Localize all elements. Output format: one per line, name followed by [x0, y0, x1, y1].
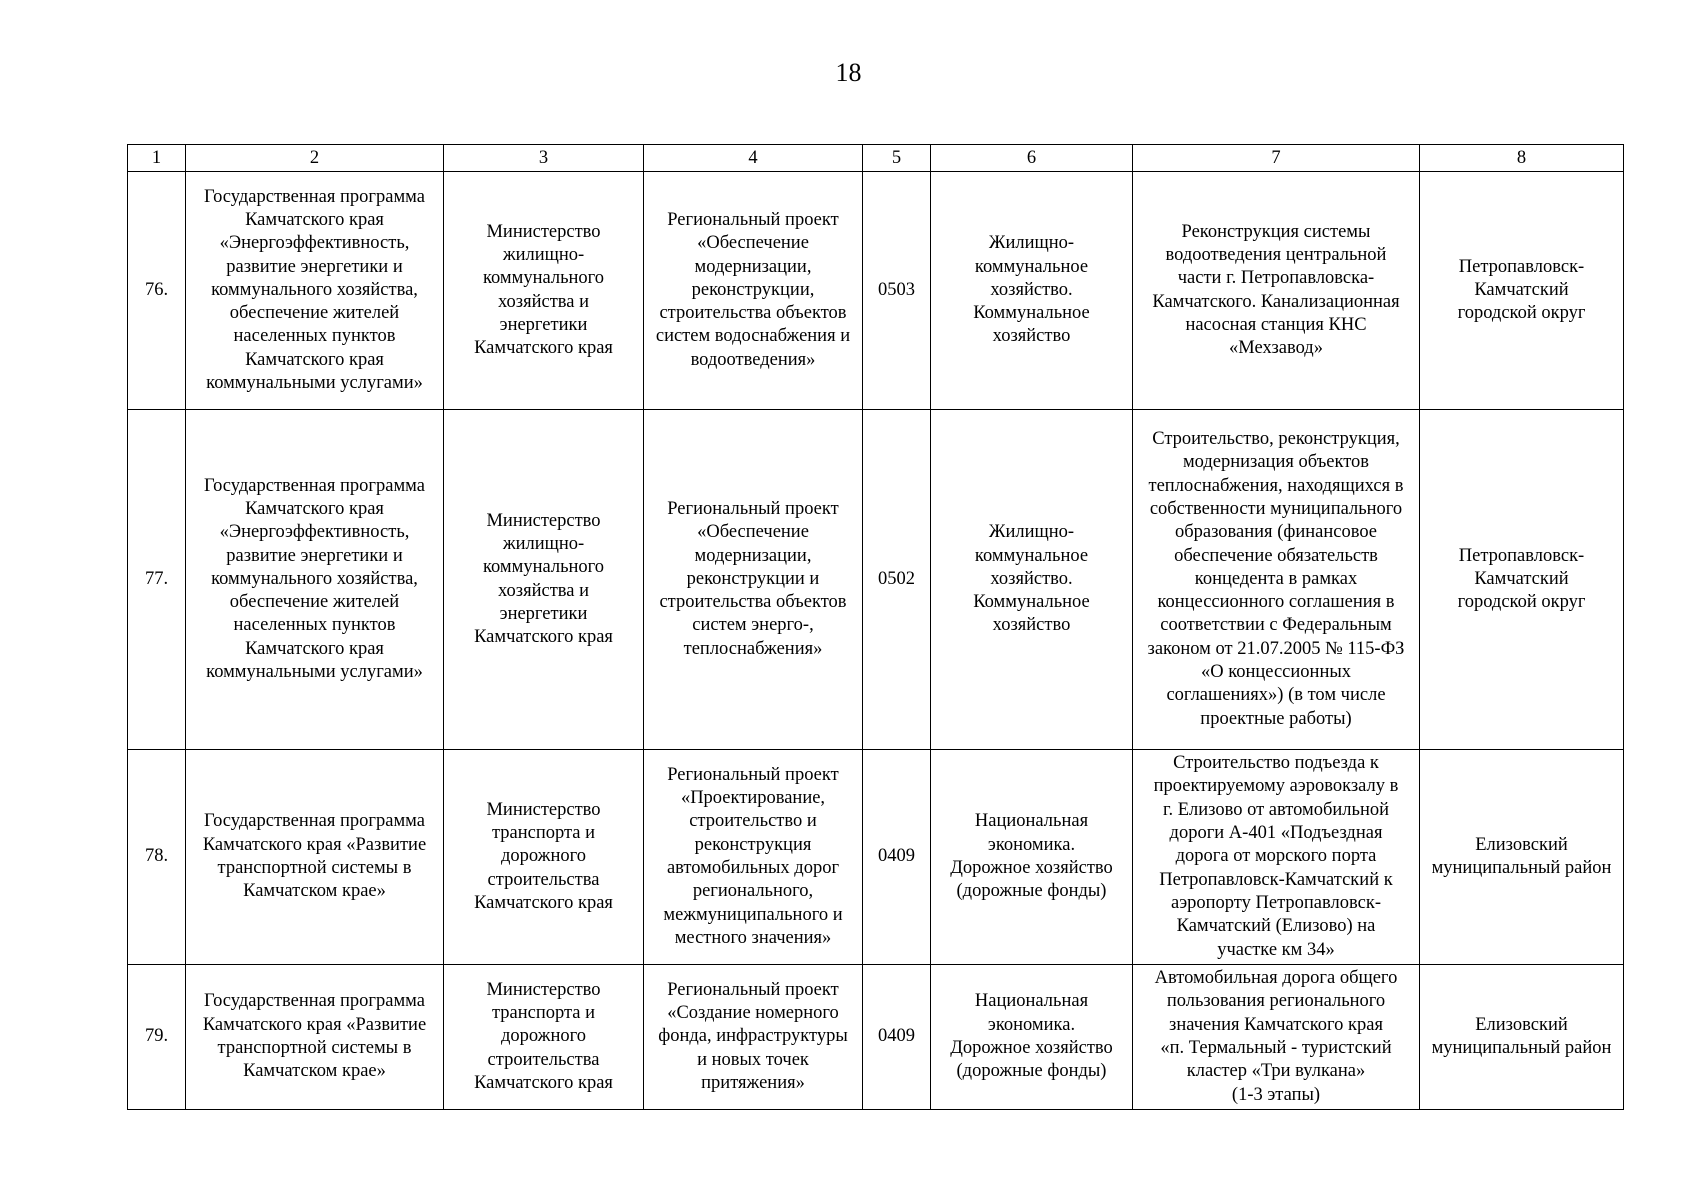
cell-text-line: систем энерго-, — [692, 615, 814, 636]
column-number: 8 — [1420, 145, 1624, 172]
cell-text-line: строительства — [487, 869, 600, 890]
cell-text-line: пользования регионального — [1166, 991, 1386, 1012]
cell-text-line: «п. Термальный - туристский — [1160, 1038, 1392, 1058]
cell-text-line: насосная станция КНС — [1185, 314, 1367, 335]
cell-text-line: Коммунальное — [973, 303, 1090, 324]
table-row — [128, 172, 1624, 410]
cell-text-line: кластер «Три вулкана» — [1186, 1061, 1366, 1082]
cell-text-line: Министерство — [486, 799, 601, 820]
column-number: 7 — [1133, 145, 1420, 172]
cell-text-line: Камчатский (Елизово) на — [1176, 916, 1376, 937]
cell-text-line: Дорожное хозяйство — [950, 858, 1113, 878]
cell-text-line: Камчатского края — [474, 892, 613, 913]
cell-text-line: притяжения» — [701, 1072, 805, 1093]
cell-text-line: и новых точек — [697, 1049, 809, 1070]
cell-text-line: участке км 34» — [1217, 939, 1335, 960]
cell-text-line: реконструкции, — [691, 279, 815, 300]
project-cell — [644, 410, 863, 750]
cell-text-line: автомобильных дорог — [666, 858, 840, 878]
column-number: 2 — [186, 145, 444, 172]
row-number-cell: 76. — [128, 172, 186, 410]
cell-text-line: Государственная программа — [204, 186, 425, 207]
municipality-cell — [1420, 750, 1624, 965]
cell-text-line: транспорта и — [491, 1003, 596, 1024]
row-number-cell: 79. — [128, 965, 186, 1110]
cell-text-line: регионального, — [692, 881, 814, 902]
program-cell — [186, 410, 444, 750]
cell-text-line: модернизации, — [694, 545, 812, 566]
cell-text-line: хозяйство — [992, 615, 1071, 636]
cell-text-line: обеспечение обязательств — [1174, 545, 1378, 566]
cell-text-line: аэропорту Петропавловск- — [1171, 892, 1381, 913]
cell-text-line: собственности муниципального — [1149, 498, 1403, 519]
cell-text-line: «Энергоэффективность, — [219, 233, 410, 254]
column-number: 6 — [931, 145, 1133, 172]
cell-text-line: Региональный проект — [667, 498, 839, 519]
project-cell — [644, 172, 863, 410]
cell-text-line: Камчатском крае» — [243, 1061, 386, 1082]
cell-text-line: «О концессионных — [1200, 662, 1352, 683]
cell-text-line: Камчатского. Канализационная — [1152, 291, 1400, 312]
cell-text-line: Государственная программа — [204, 475, 425, 496]
cell-text-line: концессионного соглашения в — [1157, 592, 1395, 613]
cell-text-line: хозяйства и — [497, 580, 590, 601]
municipality-cell — [1420, 172, 1624, 410]
cell-text-line: жилищно- — [502, 244, 585, 265]
cell-text-line: Камчатского края — [245, 349, 384, 370]
cell-text-line: Региональный проект — [667, 209, 839, 230]
cell-text-line: образования (финансовое — [1174, 522, 1378, 543]
column-number: 1 — [128, 145, 186, 172]
cell-text-line: коммунального — [482, 557, 605, 578]
cell-text-line: Камчатский — [1474, 568, 1569, 589]
cell-text-line: обеспечение жителей — [229, 303, 400, 324]
cell-text-line: хозяйство. — [990, 568, 1073, 589]
column-number: 5 — [863, 145, 931, 172]
program-cell — [186, 750, 444, 965]
cell-text-line: коммунального хозяйства, — [211, 279, 418, 300]
cell-text-line: Камчатского края — [245, 638, 384, 659]
cell-text-line: Камчатского края «Развитие — [202, 834, 427, 855]
cell-text-line: Жилищно- — [988, 522, 1075, 543]
cell-text-line: энергетики — [499, 314, 588, 335]
object-cell — [1133, 172, 1420, 410]
cell-text-line: городской округ — [1457, 303, 1586, 324]
cell-text-line: коммунального — [482, 268, 605, 289]
cell-text-line: Министерство — [486, 221, 601, 242]
cell-text-line: дороги А-401 «Подъездная — [1169, 823, 1383, 844]
cell-text-line: Региональный проект — [667, 764, 839, 785]
cell-text-line: Дорожное хозяйство — [950, 1038, 1113, 1058]
cell-text-line: (дорожные фонды) — [956, 1061, 1107, 1082]
cell-text-line: «Мехзавод» — [1229, 338, 1323, 359]
cell-text-line: межмуниципального и — [663, 904, 843, 925]
cell-text-line: проектируемому аэровокзалу в — [1153, 776, 1399, 797]
cell-text-line: Камчатского края — [245, 498, 384, 519]
cell-text-line: энергетики — [499, 603, 588, 624]
row-number-cell: 77. — [128, 410, 186, 750]
cell-text-line: Реконструкция системы — [1181, 221, 1371, 242]
row-number-cell: 78. — [128, 750, 186, 965]
table-row — [128, 965, 1624, 1110]
cell-text-line: Государственная программа — [204, 991, 425, 1012]
cell-text-line: экономика. — [987, 1014, 1076, 1035]
cell-text-line: Камчатского края — [245, 209, 384, 230]
cell-text-line: Региональный проект — [667, 979, 839, 1000]
cell-text-line: дорога от морского порта — [1175, 846, 1377, 867]
cell-text-line: «Обеспечение — [697, 522, 809, 543]
cell-text-line: г. Елизово от автомобильной — [1162, 799, 1390, 820]
cell-text-line: коммунальными услугами» — [206, 662, 423, 683]
cell-text-line: хозяйство — [992, 326, 1071, 347]
cell-text-line: коммунальными услугами» — [206, 373, 423, 394]
column-numbers-row — [128, 145, 1624, 172]
cell-text-line: части г. Петропавловска- — [1177, 268, 1375, 289]
program-cell — [186, 965, 444, 1110]
cell-text-line: Строительство, реконструкция, — [1152, 429, 1400, 450]
cell-text-line: дорожного — [500, 846, 586, 867]
cell-text-line: «Энергоэффективность, — [219, 522, 410, 543]
cell-text-line: Петропавловск-Камчатский к — [1159, 869, 1393, 890]
cell-text-line: Национальная — [974, 811, 1089, 832]
cell-text-line: водоотведения» — [690, 349, 816, 370]
cell-text-line: «Обеспечение — [697, 233, 809, 254]
cell-text-line: (дорожные фонды) — [956, 881, 1107, 902]
cell-text-line: Елизовский — [1475, 1014, 1568, 1035]
ministry-cell — [444, 410, 644, 750]
projects-table — [127, 144, 1624, 1110]
sector-cell — [931, 172, 1133, 410]
sector-cell — [931, 410, 1133, 750]
cell-text-line: строительство и — [689, 811, 817, 832]
cell-text-line: хозяйство. — [990, 279, 1073, 300]
budget-code-cell: 0409 — [863, 965, 931, 1110]
budget-code-cell: 0409 — [863, 750, 931, 965]
ministry-cell — [444, 750, 644, 965]
cell-text-line: Министерство — [486, 510, 601, 531]
cell-text-line: значения Камчатского края — [1169, 1014, 1383, 1035]
cell-text-line: Петропавловск- — [1458, 256, 1585, 277]
column-number: 3 — [444, 145, 644, 172]
cell-text-line: «Проектирование, — [680, 788, 826, 809]
cell-text-line: коммунального хозяйства, — [211, 568, 418, 589]
cell-text-line: теплоснабжения» — [683, 638, 823, 659]
object-cell — [1133, 965, 1420, 1110]
cell-text-line: Строительство подъезда к — [1173, 753, 1379, 774]
cell-text-line: обеспечение жителей — [229, 592, 400, 613]
cell-text-line: развитие энергетики и — [226, 256, 403, 277]
cell-text-line: (1-3 этапы) — [1231, 1084, 1321, 1105]
cell-text-line: коммунальное — [974, 256, 1089, 277]
cell-text-line: транспортной системы в — [217, 858, 412, 878]
cell-text-line: реконструкции и — [686, 568, 820, 589]
cell-text-line: населенных пунктов — [233, 615, 396, 636]
cell-text-line: дорожного — [500, 1026, 586, 1047]
cell-text-line: Жилищно- — [988, 233, 1075, 254]
cell-text-line: строительства объектов — [659, 303, 847, 324]
object-cell — [1133, 750, 1420, 965]
cell-text-line: строительства объектов — [659, 592, 847, 613]
cell-text-line: жилищно- — [502, 533, 585, 554]
cell-text-line: модернизация объектов — [1182, 452, 1370, 473]
cell-text-line: водоотведения центральной — [1165, 244, 1387, 265]
cell-text-line: Петропавловск- — [1458, 545, 1585, 566]
cell-text-line: муниципальный район — [1431, 1038, 1612, 1058]
cell-text-line: Министерство — [486, 979, 601, 1000]
cell-text-line: модернизации, — [694, 256, 812, 277]
cell-text-line: Государственная программа — [204, 811, 425, 832]
ministry-cell — [444, 172, 644, 410]
cell-text-line: реконструкция — [694, 834, 812, 855]
cell-text-line: систем водоснабжения и — [655, 326, 851, 347]
budget-code-cell: 0503 — [863, 172, 931, 410]
cell-text-line: транспорта и — [491, 823, 596, 844]
cell-text-line: городской округ — [1457, 592, 1586, 613]
cell-text-line: Камчатского края — [474, 1072, 613, 1093]
cell-text-line: экономика. — [987, 834, 1076, 855]
cell-text-line: транспортной системы в — [217, 1038, 412, 1058]
object-cell — [1133, 410, 1420, 750]
ministry-cell — [444, 965, 644, 1110]
cell-text-line: Камчатский — [1474, 279, 1569, 300]
cell-text-line: Коммунальное — [973, 592, 1090, 613]
municipality-cell — [1420, 410, 1624, 750]
cell-text-line: муниципальный район — [1431, 858, 1612, 878]
cell-text-line: Камчатском крае» — [243, 881, 386, 902]
cell-text-line: Камчатского края — [474, 627, 613, 648]
sector-cell — [931, 965, 1133, 1110]
cell-text-line: фонда, инфраструктуры — [658, 1026, 848, 1047]
table-row — [128, 410, 1624, 750]
cell-text-line: соглашениях») (в том числе — [1166, 685, 1386, 706]
project-cell — [644, 965, 863, 1110]
cell-text-line: теплоснабжения, находящихся в — [1148, 475, 1404, 496]
cell-text-line: развитие энергетики и — [226, 545, 403, 566]
cell-text-line: коммунальное — [974, 545, 1089, 566]
cell-text-line: проектные работы) — [1200, 708, 1352, 729]
cell-text-line: Камчатского края — [474, 338, 613, 359]
cell-text-line: соответствии с Федеральным — [1160, 615, 1392, 636]
cell-text-line: «Создание номерного — [667, 1003, 839, 1024]
project-cell — [644, 750, 863, 965]
cell-text-line: хозяйства и — [497, 291, 590, 312]
cell-text-line: Автомобильная дорога общего — [1154, 968, 1398, 989]
municipality-cell — [1420, 965, 1624, 1110]
column-number: 4 — [644, 145, 863, 172]
program-cell — [186, 172, 444, 410]
cell-text-line: Елизовский — [1475, 834, 1568, 855]
cell-text-line: Камчатского края «Развитие — [202, 1014, 427, 1035]
budget-code-cell: 0502 — [863, 410, 931, 750]
sector-cell — [931, 750, 1133, 965]
table-row — [128, 750, 1624, 965]
cell-text-line: строительства — [487, 1049, 600, 1070]
page-number: 18 — [835, 58, 862, 87]
cell-text-line: населенных пунктов — [233, 326, 396, 347]
cell-text-line: местного значения» — [674, 927, 832, 948]
cell-text-line: концедента в рамках — [1194, 568, 1358, 589]
cell-text-line: Национальная — [974, 991, 1089, 1012]
cell-text-line: законом от 21.07.2005 № 115-ФЗ — [1147, 638, 1405, 659]
